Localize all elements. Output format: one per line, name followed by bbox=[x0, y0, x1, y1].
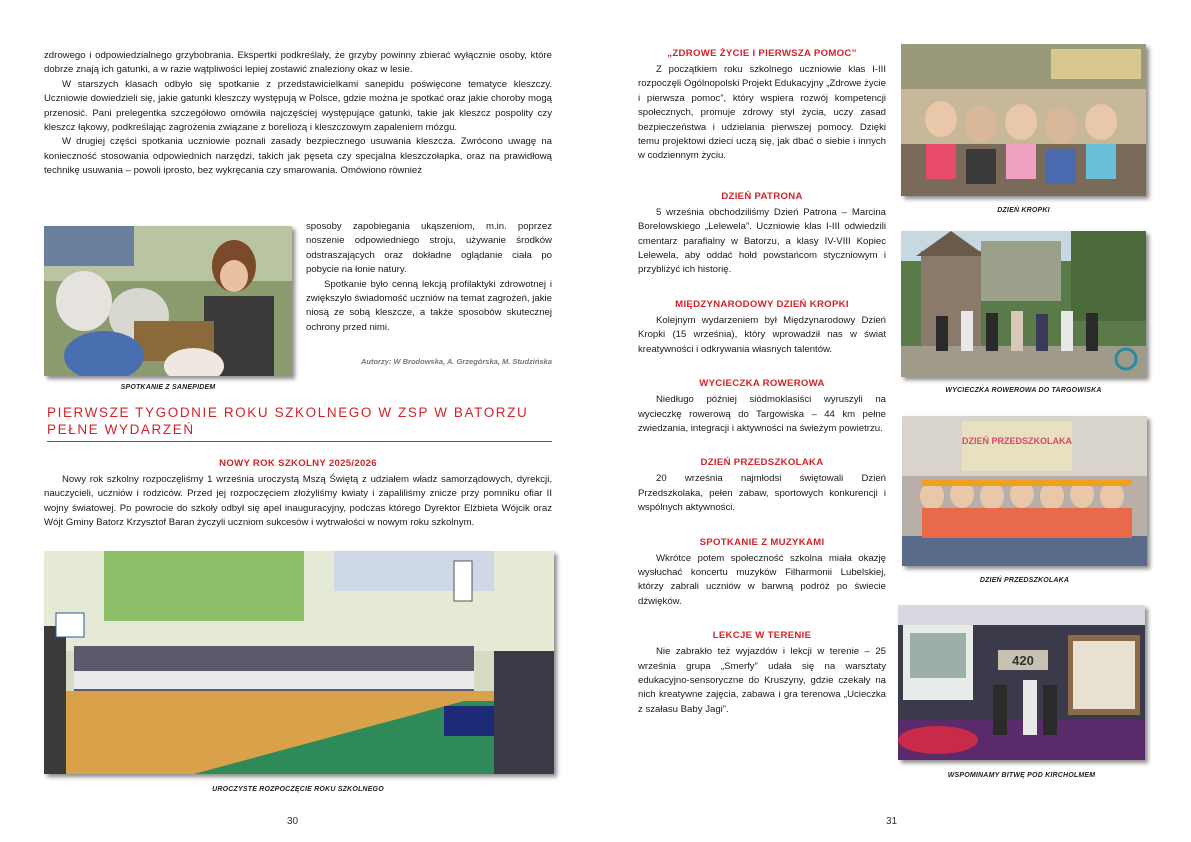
bike-trip-photo bbox=[901, 231, 1146, 377]
caption-bike-trip: WYCIECZKA ROWEROWA DO TARGOWISKA bbox=[945, 387, 1102, 394]
text-bike-trip: Niedługo później siódmoklasiści wyruszyli na wycieczkę rowerową do Targowiska – 44 km pełne zwiedzania, integracji i aktywności na świeżym powietrzu. bbox=[638, 394, 886, 434]
page-number-left: 30 bbox=[287, 816, 299, 827]
left-article-top bbox=[44, 49, 552, 179]
paragraph-tick-removal: W drugiej części spotkania uczniowie poznali zasady bezpiecznego usuwania kleszcza. Zwrócono uwagę na konieczność stosowania odpowiednich narzędzi, takich jak pęseta czy specjalna kleszczołapka, oraz na prawidłową technikę usuwania – powoli iprosto, bez wykręcania czy smarowania. Omówiono również bbox=[44, 136, 552, 177]
kircholm-photo bbox=[898, 605, 1145, 760]
stage-number-text: 420 bbox=[1012, 653, 1034, 668]
text-field-lessons: Nie zabrakło też wyjazdów i lekcji w terenie – 25 września grupa „Smerfy” udała się na warsztaty edukacyjno-sensoryczne do Kruszyny, gdzie czekały na nich kreatywne zajęcia, zabawa i gra terenowa „Ucieczka z szałasu Baby Jagi”. bbox=[638, 646, 886, 715]
heading-field-lessons: LEKCJE W TERENIE bbox=[712, 630, 812, 642]
heading-bike-trip: WYCIECZKA ROWEROWA bbox=[699, 378, 825, 390]
paragraph-mushrooms: zdrowego i odpowiedzialnego grzybobrania. Ekspertki podkreślały, że grzyby powinny zbierać wyłącznie osoby, które dobrze znają ich gatunki, a w razie wątpliwości lepiej zostawić znaleziony okaz w lesie. bbox=[44, 50, 552, 76]
text-preschool-day: 20 września najmłodsi świętowali Dzień Przedszkolaka, pełen zabaw, sportowych konkurencji i wspólnych aktywności. bbox=[638, 473, 886, 514]
paragraph-summary: Spotkanie było cenną lekcją profilaktyki zdrowotnej i zwiększyło świadomość uczniów na temat zagrożeń, jakie niosą ze sobą kleszcze, a także sposobów skutecznej ochrony przed nimi. bbox=[306, 278, 552, 333]
caption-sanepid: SPOTKANIE Z SANEPIDEM bbox=[120, 384, 216, 391]
caption-kircholm: WSPOMINAMY BITWĘ POD KIRCHOLMEM bbox=[947, 772, 1096, 779]
text-musicians: Wkrótce potem społeczność szkolna miała okazję wysłuchać koncertu muzyków Filharmonii Lubelskiej, którzy zabrali uczniów w barwną podróż po świecie dźwięków. bbox=[638, 552, 886, 607]
right-column bbox=[638, 48, 886, 717]
gym-ceremony-photo bbox=[44, 551, 554, 774]
heading-preschool-day: DZIEŃ PRZEDSZKOLAKA bbox=[700, 457, 824, 469]
heading-musicians: SPOTKANIE Z MUZYKAMI bbox=[699, 536, 825, 548]
heading-healthy-life: „ZDROWE ŻYCIE I PIERWSZA POMOC” bbox=[667, 48, 857, 59]
banner-text: DZIEŃ PRZEDSZKOLAKA bbox=[962, 436, 1072, 446]
section-title: PIERWSZE TYGODNIE ROKU SZKOLNEGO W ZSP W BATORZU PEŁNE WYDARZEŃ bbox=[47, 405, 529, 437]
heading-new-school-year: NOWY ROK SZKOLNY 2025/2026 bbox=[219, 458, 377, 469]
article-credits: Autorzy: W Brodowska, A. Grzegórska, M. Studzińska bbox=[360, 357, 552, 366]
paragraph-school-year: Nowy rok szkolny rozpoczęliśmy 1 września uroczystą Mszą Świętą z udziałem władz samorządowych, dyrekcji, nauczycieli, uczniów i rodziców. Przed jej rozpoczęciem złożyliśmy kwiaty i zapaliliśmy znicze przy pomniku ofiar II wojny światowej. Po powrocie do szkoły odbył się apel inauguracyjny, podczas którego Dyrektor Elżbieta Wójcik oraz Wójt Gminy Batorz Krzysztof Baran życzyli uczniom sukcesów i wytrwałości w nowym roku szkolnym. bbox=[44, 474, 552, 529]
caption-dot-day: DZIEŃ KROPKI bbox=[997, 207, 1050, 214]
paragraph-prevention: sposoby zapobiegania ukąszeniom, m.in. poprzez noszenie odpowiedniego stroju, używanie środków odstraszających oraz dokładne oglądanie ciała po pobycie na łonie natury. bbox=[306, 221, 552, 276]
paragraph-ticks: W starszych klasach odbyło się spotkanie z przedstawicielkami sanepidu poświęcone tematyce kleszczy. Uczniowie dowiedzieli się, jakie gatunki kleszczy występują w Polsce, gdzie można je spotkać oraz jakie choroby mogą przenosić. Pani prelegentka szczegółowo omówiła najczęściej występujące gatunki, takie jak kleszcz pospolity czy kleszcz łąkowy, podkreślając zagrożenia związane z boreliozą i kleszczowym zapaleniem mózgu. bbox=[44, 78, 552, 134]
caption-preschool-day: DZIEŃ PRZEDSZKOLAKA bbox=[979, 577, 1070, 584]
text-patron-day: 5 września obchodziliśmy Dzień Patrona – Marcina Borelowskiego „Lelewela”. Uczniowie klas I-III odwiedzili cmentarz parafialny w Batorzu, a klasy IV-VIII Kopiec Lelewela, aby oddać hołd powstańcom styczniowym i przybliżyć ich historię. bbox=[638, 206, 886, 276]
heading-dot-day: MIĘDZYNARODOWY DZIEŃ KROPKI bbox=[675, 298, 849, 310]
text-healthy-life: Z początkiem roku szkolnego uczniowie klas I-III rozpoczęli Ogólnopolski Projekt Edukacyjny „Zdrowe życie i pierwsza pomoc”, który wspiera rozwój kompetencji społecznych, promuje zdrowy styl życia, uczy zasad bezpieczeństwa i udzielania pierwszej pomocy. Dzięki temu projektowi dzieci uczą się, jak dbać o siebie i innych w codziennym życiu. bbox=[638, 64, 886, 162]
sanepid-photo bbox=[44, 226, 292, 376]
school-year-body bbox=[44, 473, 552, 531]
page-number-right: 31 bbox=[886, 816, 898, 827]
heading-patron-day: DZIEŃ PATRONA bbox=[721, 190, 803, 202]
caption-gym: UROCZYSTE ROZPOCZĘCIE ROKU SZKOLNEGO bbox=[212, 786, 384, 793]
left-wrap-text bbox=[306, 220, 552, 335]
title-divider bbox=[47, 441, 552, 442]
dot-day-photo bbox=[901, 44, 1146, 196]
text-dot-day: Kolejnym wydarzeniem był Międzynarodowy Dzień Kropki (15 września), który wprowadził nas w świat kreatywności i odkrywania własnych talentów. bbox=[638, 314, 886, 355]
preschool-day-photo bbox=[902, 416, 1147, 566]
